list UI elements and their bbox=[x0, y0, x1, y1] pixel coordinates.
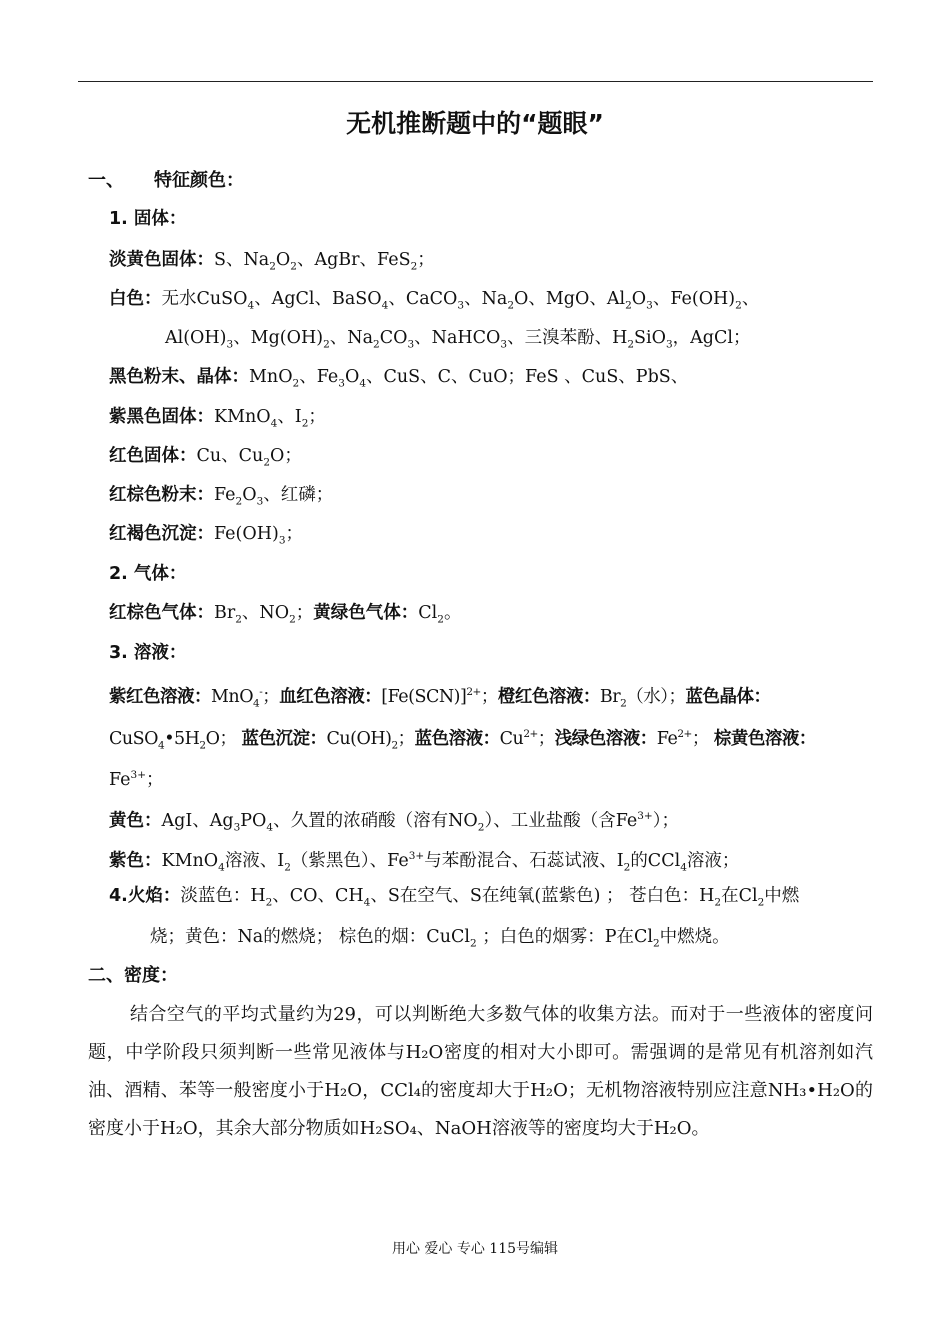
section-1-heading bbox=[88, 169, 244, 193]
red-brown-precipitate-line: 红褐色沉淀：$Fe(OH)_3$； bbox=[109, 524, 303, 547]
solution-heading: 3. 溶液： bbox=[109, 643, 187, 663]
page-title: 无机推断题中的“题眼” bbox=[346, 109, 604, 138]
flame-line-2: 烧；黄色：Na的燃烧； 棕色的烟：CuCl$_2$ ；白色的烟雾：P在$Cl_2$中燃烧。 bbox=[150, 927, 730, 950]
white-solid-line: 白色：无水CuSO$_4$、AgCl、BaSO$_4$、CaCO$_3$、$Na_2O$、MgO、$Al_2O_3$、$Fe(OH)_2$、 bbox=[109, 289, 760, 312]
purple-black-label: 紫黑色固体： bbox=[109, 407, 214, 427]
solid-heading: 1. 固体： bbox=[109, 209, 187, 229]
gas-heading: 2. 气体： bbox=[109, 564, 187, 584]
header-rule bbox=[78, 81, 873, 82]
pale-yellow-label: 淡黄色固体： bbox=[109, 250, 214, 270]
solution-line-1: 紫红色溶液：MnO$_4$-；血红色溶液：$[Fe(SCN)]^{2+}$；橙红色溶液：$Br_2$（水）；蓝色晶体： bbox=[109, 686, 771, 710]
black-solid-line: 黑色粉末、晶体：MnO$_2$、$Fe_3O_4$、CuS、C、CuO；FeS 、CuS、PbS、 bbox=[109, 367, 689, 390]
flame-line-1: 4.火焰：淡蓝色：$H_2$、CO、$CH_4$、S在空气、S在纯氧(蓝紫色) ； 苍白色：$H_2$在$Cl_2$中燃 bbox=[109, 886, 800, 909]
red-brown-ppt-label: 红褐色沉淀： bbox=[109, 524, 214, 544]
flame-label: 4.火焰： bbox=[109, 886, 181, 906]
section-1-label: 特征颜色： bbox=[154, 170, 244, 191]
yellow-green-gas-label: 黄绿色气体： bbox=[313, 603, 419, 623]
purple-black-solid-line: 紫黑色固体：KMnO$_4$、$I_2$； bbox=[109, 407, 326, 430]
orange-red-sol-label: 橙红色溶液： bbox=[497, 686, 600, 707]
brown-yellow-sol-label: 棕黄色溶液： bbox=[713, 728, 816, 749]
white-label: 白色： bbox=[109, 289, 162, 309]
blood-red-sol-label: 血红色溶液： bbox=[279, 686, 382, 707]
section-2-heading: 二、密度： bbox=[88, 965, 178, 986]
pale-yellow-solid-line: 淡黄色固体：S、$Na_2O_2$、AgBr、FeS$_2$； bbox=[109, 250, 435, 273]
red-brown-gas-label: 红棕色气体： bbox=[109, 603, 214, 623]
red-solid-line: 红色固体：Cu、$Cu_2O$； bbox=[109, 446, 302, 469]
blue-crystal-label: 蓝色晶体： bbox=[685, 686, 771, 707]
section-1-number: 一、 bbox=[88, 170, 124, 191]
purple-line: 紫色：KMnO$_4$溶液、$I_2$（紫黑色）、$Fe^{3+}$与苯酚混合、石蕊试液、$I_2$的CCl$_4$溶液； bbox=[109, 850, 740, 874]
white-solid-line-2: $Al(OH)_3$、$Mg(OH)_2$、$Na_2CO_3$、NaHCO$_3$、三溴苯酚、$H_2SiO_3$，AgCl； bbox=[165, 328, 751, 351]
page-footer: 用心 爱心 专心 115号编辑 bbox=[391, 1241, 559, 1257]
yellow-label: 黄色： bbox=[109, 810, 162, 831]
light-green-sol-label: 浅绿色溶液： bbox=[554, 728, 657, 749]
solution-line-2: $CuSO_4•5H_2O$； 蓝色沉淀：$Cu(OH)_2$；蓝色溶液：$Cu^{2+}$；浅绿色溶液：$Fe^{2+}$； 棕黄色溶液： bbox=[109, 728, 816, 752]
purple-red-sol-label: 紫红色溶液： bbox=[109, 686, 211, 707]
solution-line-3: $Fe^{3+}$； bbox=[109, 769, 164, 790]
blue-sol-label: 蓝色溶液： bbox=[414, 728, 500, 749]
purple-label: 紫色： bbox=[109, 850, 162, 871]
blue-ppt-label: 蓝色沉淀： bbox=[241, 728, 327, 749]
red-brown-label: 红棕色粉末： bbox=[109, 485, 214, 505]
gas-line: 红棕色气体：$Br_2$、$NO_2$；黄绿色气体：$Cl_2$。 bbox=[109, 603, 462, 626]
red-brown-powder-line: 红棕色粉末：$Fe_2O_3$、红磷； bbox=[109, 485, 334, 508]
yellow-line: 黄色：AgI、$Ag_3PO_4$、久置的浓硝酸（溶有$NO_2$）、工业盐酸（含$Fe^{3+}$）； bbox=[109, 810, 679, 834]
density-paragraph: 结合空气的平均式量约为29，可以判断绝大多数气体的收集方法。而对于一些液体的密度问题，中学阶段只须判断一些常见液体与H₂O密度的相对大小即可。需强调的是常见有机溶剂如汽油、酒精、苯等一般密度小于H₂O，CCl₄的密度却大于H₂O；无机物溶液特别应注意NH₃•H₂O的密度小于H₂O，其余大部分物质如H₂SO₄、NaOH溶液等的密度均大于H₂O。 bbox=[88, 1004, 873, 1139]
red-label: 红色固体： bbox=[109, 446, 197, 466]
black-label: 黑色粉末、晶体： bbox=[109, 367, 249, 387]
